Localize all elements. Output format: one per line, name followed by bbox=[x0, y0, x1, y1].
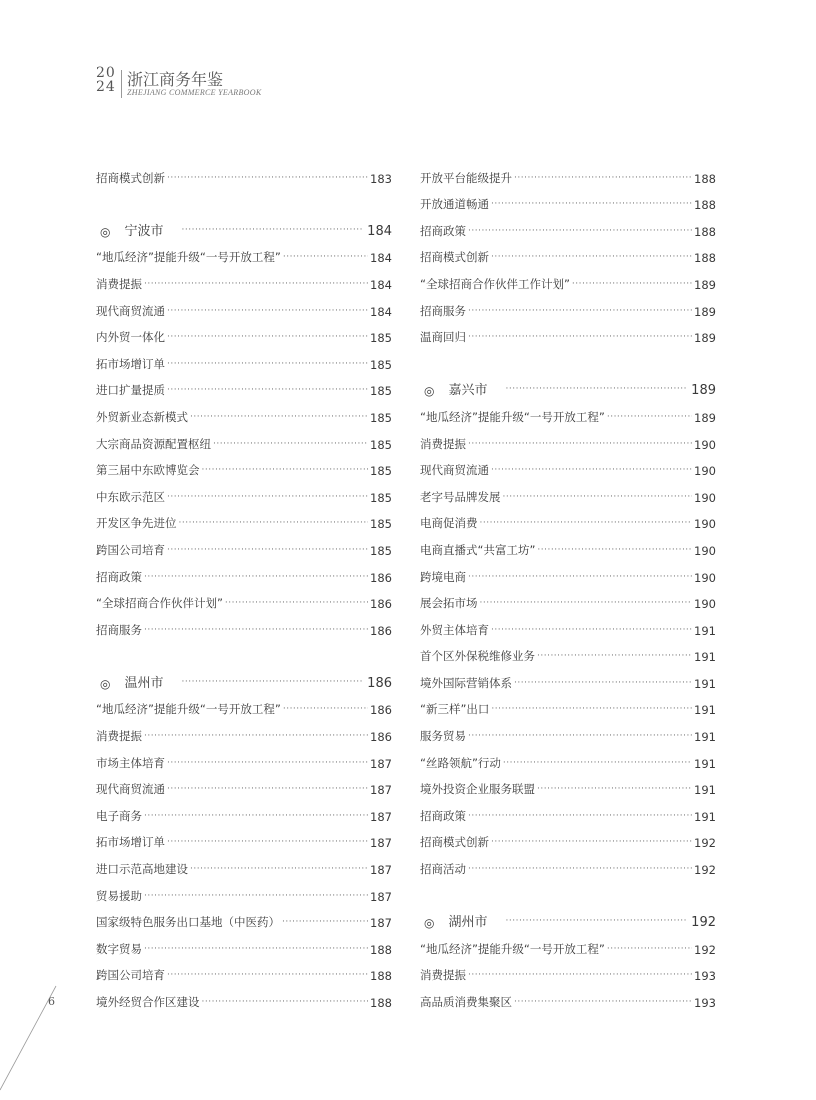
page-ref: 185 bbox=[370, 384, 392, 399]
page-ref: 186 bbox=[370, 597, 392, 612]
page-ref: 188 bbox=[694, 251, 716, 266]
entry-title: 电商促消费 bbox=[420, 516, 478, 531]
entry-title: 展会拓市场 bbox=[420, 596, 478, 611]
dot-leader bbox=[468, 970, 692, 980]
page-ref: 188 bbox=[370, 969, 392, 984]
dot-leader bbox=[503, 758, 692, 768]
dot-leader bbox=[491, 252, 692, 262]
toc-entry[interactable] bbox=[420, 265, 716, 292]
page-ref: 188 bbox=[694, 171, 716, 186]
page-ref: 189 bbox=[694, 304, 716, 319]
entry-title: 现代商贸流通 bbox=[96, 303, 165, 318]
entry-title: 中东欧示范区 bbox=[96, 489, 165, 504]
toc-entry[interactable] bbox=[420, 691, 716, 718]
entry-title: 消费提振 bbox=[96, 729, 142, 744]
dot-leader bbox=[144, 625, 368, 635]
entry-title: 拓市场增订单 bbox=[96, 356, 165, 371]
toc-right-column bbox=[420, 159, 716, 1010]
dot-leader bbox=[514, 997, 692, 1007]
entry-title: “地瓜经济”提能升级“一号开放工程” bbox=[96, 250, 281, 265]
entry-title: 现代商贸流通 bbox=[420, 463, 489, 478]
toc-entry[interactable] bbox=[96, 771, 392, 798]
entry-title: 电商直播式“共富工坊” bbox=[420, 542, 536, 557]
dot-leader bbox=[537, 784, 692, 794]
entry-title: 消费提振 bbox=[420, 968, 466, 983]
entry-title: 跨国公司培育 bbox=[96, 542, 165, 557]
toc-section-heading[interactable] bbox=[96, 212, 392, 239]
entry-title: 境外投资企业服务联盟 bbox=[420, 782, 535, 797]
toc-entry[interactable] bbox=[420, 611, 716, 638]
toc-entry[interactable] bbox=[420, 186, 716, 213]
page-ref: 191 bbox=[694, 623, 716, 638]
dot-leader bbox=[468, 226, 692, 236]
dot-leader bbox=[468, 864, 692, 874]
year-mark bbox=[96, 66, 118, 94]
dot-leader bbox=[607, 944, 692, 954]
dot-leader bbox=[144, 944, 368, 954]
dot-leader bbox=[202, 997, 369, 1007]
page-ref: 191 bbox=[694, 676, 716, 691]
entry-title: 市场主体培育 bbox=[96, 755, 165, 770]
toc-entry[interactable] bbox=[420, 797, 716, 824]
page-ref: 184 bbox=[370, 277, 392, 292]
dot-leader bbox=[167, 545, 368, 555]
page-ref: 185 bbox=[370, 517, 392, 532]
toc-entry[interactable] bbox=[96, 877, 392, 904]
page-ref: 187 bbox=[370, 916, 392, 931]
year-top: 20 bbox=[96, 65, 116, 81]
dot-leader bbox=[182, 677, 364, 687]
entry-title: 境外国际营销体系 bbox=[420, 675, 512, 690]
toc-entry[interactable] bbox=[420, 478, 716, 505]
entry-title: 现代商贸流通 bbox=[96, 782, 165, 797]
page-ref: 192 bbox=[694, 836, 716, 851]
toc-entry[interactable] bbox=[96, 904, 392, 931]
section-bullet-icon: ◎ bbox=[100, 676, 111, 691]
dot-leader bbox=[167, 173, 368, 183]
page-ref: 184 bbox=[370, 304, 392, 319]
dot-leader bbox=[607, 412, 692, 422]
toc-entry[interactable] bbox=[96, 797, 392, 824]
page-ref: 193 bbox=[694, 969, 716, 984]
page-ref: 191 bbox=[694, 703, 716, 718]
page-ref: 185 bbox=[370, 410, 392, 425]
page-number: 6 bbox=[48, 995, 55, 1008]
dot-leader bbox=[503, 492, 693, 502]
page-ref: 185 bbox=[370, 464, 392, 479]
page-ref: 186 bbox=[370, 623, 392, 638]
page-ref: 185 bbox=[370, 437, 392, 452]
dot-leader bbox=[283, 252, 368, 262]
dot-leader bbox=[144, 811, 368, 821]
dot-leader bbox=[167, 332, 368, 342]
dot-leader bbox=[468, 439, 692, 449]
toc-left-column bbox=[96, 159, 392, 1010]
dot-leader bbox=[144, 891, 368, 901]
page-ref: 184 bbox=[370, 251, 392, 266]
section-bullet-icon: ◎ bbox=[100, 224, 111, 239]
toc-entry[interactable] bbox=[96, 159, 392, 186]
page-ref: 189 bbox=[694, 277, 716, 292]
dot-leader bbox=[283, 704, 368, 714]
toc-entry[interactable] bbox=[96, 372, 392, 399]
toc-entry[interactable] bbox=[420, 212, 716, 239]
entry-title: 招商模式创新 bbox=[96, 170, 165, 185]
toc-entry[interactable] bbox=[96, 531, 392, 558]
section-title: 温州市 bbox=[124, 675, 164, 691]
toc-entry[interactable] bbox=[96, 824, 392, 851]
entry-title: 数字贸易 bbox=[96, 941, 142, 956]
entry-title: 进口示范高地建设 bbox=[96, 862, 188, 877]
entry-title: 开放平台能级提升 bbox=[420, 170, 512, 185]
toc-entry[interactable] bbox=[96, 478, 392, 505]
entry-title: 国家级特色服务出口基地（中医药） bbox=[96, 915, 280, 930]
page-ref: 191 bbox=[694, 783, 716, 798]
toc-entry[interactable] bbox=[420, 319, 716, 346]
page-ref: 192 bbox=[694, 942, 716, 957]
entry-title: 第三届中东欧博览会 bbox=[96, 463, 200, 478]
toc-entry[interactable] bbox=[420, 930, 716, 957]
page-ref: 193 bbox=[694, 996, 716, 1010]
page-ref: 184 bbox=[367, 223, 392, 239]
toc-entry[interactable] bbox=[420, 585, 716, 612]
dot-leader bbox=[144, 731, 368, 741]
page-ref: 190 bbox=[694, 437, 716, 452]
toc-spacer bbox=[96, 186, 392, 213]
entry-title: 拓市场增订单 bbox=[96, 835, 165, 850]
dot-leader bbox=[491, 465, 692, 475]
dot-leader bbox=[282, 917, 368, 927]
dot-leader bbox=[179, 518, 369, 528]
toc-entry[interactable] bbox=[420, 771, 716, 798]
page-ref: 185 bbox=[370, 357, 392, 372]
toc-entry[interactable] bbox=[420, 452, 716, 479]
entry-title: 开放通道畅通 bbox=[420, 197, 489, 212]
section-title: 湖州市 bbox=[448, 915, 488, 931]
dot-leader bbox=[202, 465, 369, 475]
entry-title: “全球招商合作伙伴工作计划” bbox=[420, 276, 570, 291]
page-ref: 188 bbox=[370, 942, 392, 957]
page-ref: 186 bbox=[370, 703, 392, 718]
toc-entry[interactable] bbox=[96, 744, 392, 771]
page-ref: 192 bbox=[691, 915, 716, 931]
toc-entry[interactable] bbox=[420, 983, 716, 1010]
page-ref: 188 bbox=[694, 224, 716, 239]
page-ref: 189 bbox=[691, 383, 716, 399]
dot-leader bbox=[190, 864, 368, 874]
page-ref: 187 bbox=[370, 863, 392, 878]
dot-leader bbox=[468, 332, 692, 342]
dot-leader bbox=[491, 704, 692, 714]
toc-section-heading[interactable] bbox=[420, 372, 716, 399]
dot-leader bbox=[468, 572, 692, 582]
page-ref: 192 bbox=[694, 863, 716, 878]
entry-title: “地瓜经济”提能升级“一号开放工程” bbox=[420, 941, 605, 956]
entry-title: “地瓜经济”提能升级“一号开放工程” bbox=[420, 409, 605, 424]
entry-title: 首个区外保税维修业务 bbox=[420, 649, 535, 664]
dot-leader bbox=[190, 412, 368, 422]
entry-title: 电子商务 bbox=[96, 808, 142, 823]
entry-title: 外贸新业态新模式 bbox=[96, 409, 188, 424]
toc-entry[interactable] bbox=[96, 398, 392, 425]
page-ref: 183 bbox=[370, 171, 392, 186]
yearbook-title: 浙江商务年鉴 bbox=[127, 70, 224, 89]
entry-title: 温商回归 bbox=[420, 330, 466, 345]
entry-title: “新三样”出口 bbox=[420, 702, 490, 717]
toc-entry[interactable] bbox=[420, 717, 716, 744]
toc-entry[interactable] bbox=[96, 292, 392, 319]
toc-entry[interactable] bbox=[96, 850, 392, 877]
page-ref: 190 bbox=[694, 490, 716, 505]
dot-leader bbox=[167, 359, 368, 369]
dot-leader bbox=[491, 199, 692, 209]
entry-title: 招商政策 bbox=[420, 223, 466, 238]
page-ref: 187 bbox=[370, 783, 392, 798]
dot-leader bbox=[468, 306, 692, 316]
dot-leader bbox=[167, 385, 368, 395]
entry-title: 招商活动 bbox=[420, 862, 466, 877]
page-ref: 186 bbox=[370, 570, 392, 585]
toc-entry[interactable] bbox=[96, 611, 392, 638]
toc-entry[interactable] bbox=[420, 531, 716, 558]
toc-entry[interactable] bbox=[420, 664, 716, 691]
dot-leader bbox=[167, 758, 368, 768]
entry-title: 大宗商品资源配置枢纽 bbox=[96, 436, 211, 451]
page-ref: 190 bbox=[694, 597, 716, 612]
toc-entry[interactable] bbox=[420, 850, 716, 877]
yearbook-subtitle: ZHEJIANG COMMERCE YEARBOOK bbox=[127, 88, 262, 97]
toc-entry[interactable] bbox=[420, 824, 716, 851]
page-ref: 190 bbox=[694, 570, 716, 585]
entry-title: “丝路领航”行动 bbox=[420, 755, 501, 770]
entry-title: 招商服务 bbox=[96, 622, 142, 637]
page-ref: 191 bbox=[694, 730, 716, 745]
toc-entry[interactable] bbox=[420, 292, 716, 319]
page-ref: 190 bbox=[694, 543, 716, 558]
dot-leader bbox=[506, 916, 688, 926]
dot-leader bbox=[213, 439, 368, 449]
year-bottom: 24 bbox=[96, 79, 116, 95]
entry-title: 消费提振 bbox=[420, 436, 466, 451]
page-ref: 191 bbox=[694, 809, 716, 824]
entry-title: 贸易援助 bbox=[96, 888, 142, 903]
dot-leader bbox=[514, 678, 692, 688]
entry-title: 老字号品牌发展 bbox=[420, 489, 501, 504]
dot-leader bbox=[537, 651, 692, 661]
page-ref: 191 bbox=[694, 650, 716, 665]
entry-title: 招商政策 bbox=[96, 569, 142, 584]
toc-entry[interactable] bbox=[96, 505, 392, 532]
page-ref: 185 bbox=[370, 490, 392, 505]
dot-leader bbox=[572, 279, 692, 289]
dot-leader bbox=[144, 279, 368, 289]
toc-section-heading[interactable] bbox=[96, 664, 392, 691]
toc-entry[interactable] bbox=[420, 159, 716, 186]
entry-title: 境外经贸合作区建设 bbox=[96, 995, 200, 1009]
page-ref: 186 bbox=[370, 730, 392, 745]
dot-leader bbox=[491, 837, 692, 847]
page-ref: 189 bbox=[694, 410, 716, 425]
entry-title: 招商模式创新 bbox=[420, 250, 489, 265]
toc-entry[interactable] bbox=[96, 585, 392, 612]
page-ref: 186 bbox=[367, 675, 392, 691]
toc-entry[interactable] bbox=[96, 983, 392, 1010]
section-bullet-icon: ◎ bbox=[424, 384, 435, 399]
toc-entry[interactable] bbox=[420, 398, 716, 425]
toc-entry[interactable] bbox=[420, 425, 716, 452]
section-title: 宁波市 bbox=[124, 223, 164, 239]
section-bullet-icon: ◎ bbox=[424, 916, 435, 931]
page-ref: 189 bbox=[694, 331, 716, 346]
header-divider bbox=[121, 70, 122, 98]
page-ref: 187 bbox=[370, 809, 392, 824]
toc-entry[interactable] bbox=[420, 505, 716, 532]
entry-title: “全球招商合作伙伴计划” bbox=[96, 596, 223, 611]
entry-title: 招商政策 bbox=[420, 808, 466, 823]
page-ref: 191 bbox=[694, 756, 716, 771]
dot-leader bbox=[167, 306, 368, 316]
toc-entry[interactable] bbox=[96, 452, 392, 479]
dot-leader bbox=[144, 572, 368, 582]
dot-leader bbox=[182, 225, 364, 235]
entry-title: 跨国公司培育 bbox=[96, 968, 165, 983]
toc-entry[interactable] bbox=[420, 744, 716, 771]
entry-title: 高品质消费集聚区 bbox=[420, 995, 512, 1009]
dot-leader bbox=[480, 518, 693, 528]
entry-title: 开发区争先进位 bbox=[96, 516, 177, 531]
toc-entry[interactable] bbox=[96, 345, 392, 372]
toc-entry[interactable] bbox=[96, 239, 392, 266]
page-ref: 187 bbox=[370, 756, 392, 771]
entry-title: 内外贸一体化 bbox=[96, 330, 165, 345]
dot-leader bbox=[468, 811, 692, 821]
dot-leader bbox=[167, 837, 368, 847]
entry-title: 消费提振 bbox=[96, 276, 142, 291]
dot-leader bbox=[468, 731, 692, 741]
page-ref: 185 bbox=[370, 331, 392, 346]
page-ref: 190 bbox=[694, 517, 716, 532]
toc-entry[interactable] bbox=[96, 930, 392, 957]
toc-entry[interactable] bbox=[96, 957, 392, 984]
dot-leader bbox=[537, 545, 692, 555]
dot-leader bbox=[506, 384, 688, 394]
dot-leader bbox=[480, 598, 693, 608]
toc-entry[interactable] bbox=[420, 638, 716, 665]
toc-entry[interactable] bbox=[420, 239, 716, 266]
toc-spacer bbox=[420, 345, 716, 372]
toc-spacer bbox=[420, 877, 716, 904]
page-ref: 188 bbox=[694, 198, 716, 213]
entry-title: 进口扩量提质 bbox=[96, 383, 165, 398]
dot-leader bbox=[491, 625, 692, 635]
toc-section-heading[interactable] bbox=[420, 904, 716, 931]
page-ref: 187 bbox=[370, 836, 392, 851]
toc-entry[interactable] bbox=[96, 425, 392, 452]
entry-title: 服务贸易 bbox=[420, 729, 466, 744]
page-ref: 185 bbox=[370, 543, 392, 558]
page-ref: 188 bbox=[370, 996, 392, 1010]
page-ref: 187 bbox=[370, 889, 392, 904]
dot-leader bbox=[167, 784, 368, 794]
page-ref: 190 bbox=[694, 464, 716, 479]
dot-leader bbox=[225, 598, 368, 608]
toc-entry[interactable] bbox=[96, 265, 392, 292]
dot-leader bbox=[167, 970, 368, 980]
toc-entry[interactable] bbox=[96, 319, 392, 346]
dot-leader bbox=[167, 492, 368, 502]
entry-title: “地瓜经济”提能升级“一号开放工程” bbox=[96, 702, 281, 717]
entry-title: 招商服务 bbox=[420, 303, 466, 318]
toc-entry[interactable] bbox=[96, 558, 392, 585]
entry-title: 招商模式创新 bbox=[420, 835, 489, 850]
entry-title: 跨境电商 bbox=[420, 569, 466, 584]
toc-entry[interactable] bbox=[420, 957, 716, 984]
section-title: 嘉兴市 bbox=[448, 383, 488, 399]
entry-title: 外贸主体培育 bbox=[420, 622, 489, 637]
toc-entry[interactable] bbox=[96, 691, 392, 718]
dot-leader bbox=[514, 173, 692, 183]
toc-spacer bbox=[96, 638, 392, 665]
toc-entry[interactable] bbox=[420, 558, 716, 585]
toc-entry[interactable] bbox=[96, 717, 392, 744]
